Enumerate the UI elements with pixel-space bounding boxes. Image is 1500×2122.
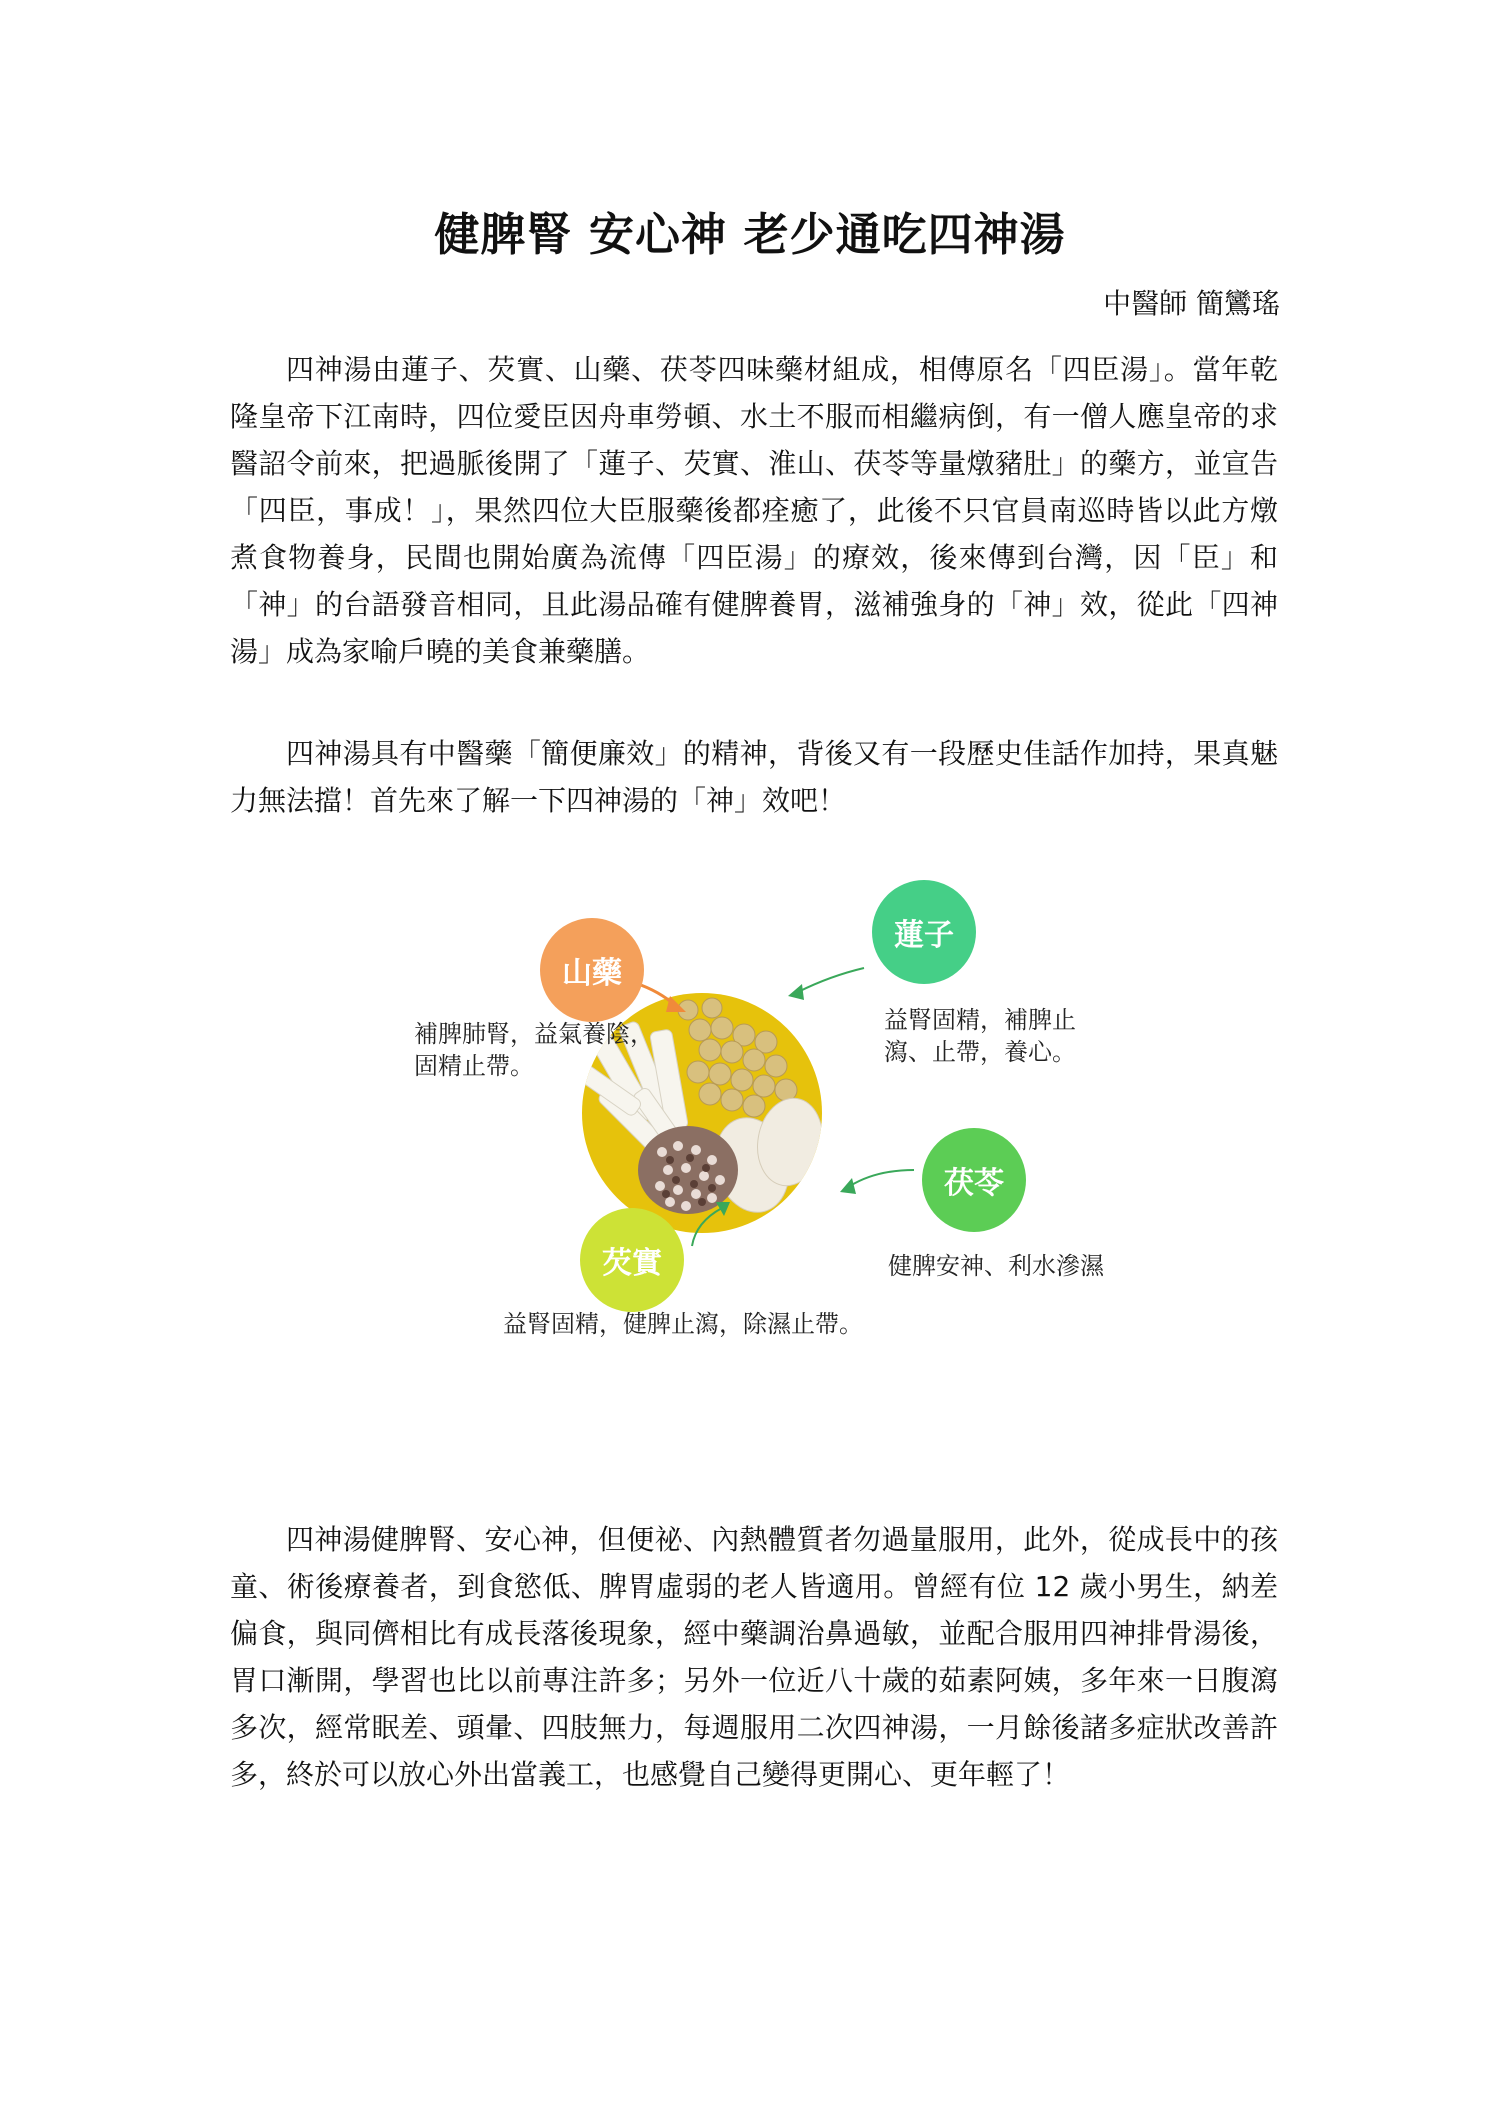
arrow-head-lianzi [788,984,804,1000]
herb-desc-qianshi: 益腎固精，健脾止瀉，除濕止帶。 [503,1310,863,1338]
article-title: 健脾腎 安心神 老少通吃四神湯 [434,208,1066,261]
herb-photo-illustration [400,880,1120,1360]
arrow-head-fuling [840,1178,856,1194]
herb-circle-fuling: 茯苓 [922,1128,1026,1232]
herb-circle-lianzi: 蓮子 [872,880,976,984]
herb-circle-qianshi: 芡實 [580,1208,684,1312]
paragraph-intro: 四神湯具有中醫藥「簡便廉效」的精神，背後又有一段歷史佳話作加持，果真魅力無法擋！首先來了解一下四神湯的「神」效吧！ [230,737,1278,817]
herb-desc-shanyao: 補脾肺腎，益氣養陰，固精止帶。 [414,1020,654,1080]
arrow-fuling [850,1170,914,1186]
euryale-seeds [638,1126,738,1214]
herb-desc-fuling: 健脾安神、利水滲濕 [888,1252,1104,1280]
arrow-lianzi [798,968,864,992]
herb-desc-lianzi: 益腎固精，補脾止瀉、止帶，養心。 [884,1006,1076,1066]
paragraph-usage: 四神湯健脾腎、安心神，但便祕、內熱體質者勿過量服用，此外，從成長中的孩童、術後療養者，到食慾低、脾胃虛弱的老人皆適用。曾經有位 12 歲小男生，納差偏食，與同儕相比有成長落後現象，經中藥調治鼻過敏，並配合服用四神排骨湯後，胃口漸開，學習也比以前專注許多；另外一位近八十歲的茹素阿姨，多年來一日腹瀉多次，經常眠差、頭暈、四肢無力，每週服用二次四神湯，一月餘後諸多症狀改善許多，終於可以放心外出當義工，也感覺自己變得更開心、更年輕了！ [230,1523,1278,1791]
four-herbs-figure [400,880,1120,1360]
author-line: 中醫師 簡鸞瑤 [1103,287,1280,320]
paragraph-history: 四神湯由蓮子、芡實、山藥、茯苓四味藥材組成，相傳原名「四臣湯」。當年乾隆皇帝下江南時，四位愛臣因舟車勞頓、水土不服而相繼病倒，有一僧人應皇帝的求醫詔令前來，把過脈後開了「蓮子、芡實、淮山、茯苓等量燉豬肚」的藥方，並宣告「四臣，事成！」，果然四位大臣服藥後都痊癒了，此後不只官員南巡時皆以此方燉煮食物養身，民間也開始廣為流傳「四臣湯」的療效，後來傳到台灣，因「臣」和「神」的台語發音相同，且此湯品確有健脾養胃，滋補強身的「神」效，從此「四神湯」成為家喻戶曉的美食兼藥膳。 [230,353,1278,668]
herb-circle-shanyao: 山藥 [540,918,644,1022]
